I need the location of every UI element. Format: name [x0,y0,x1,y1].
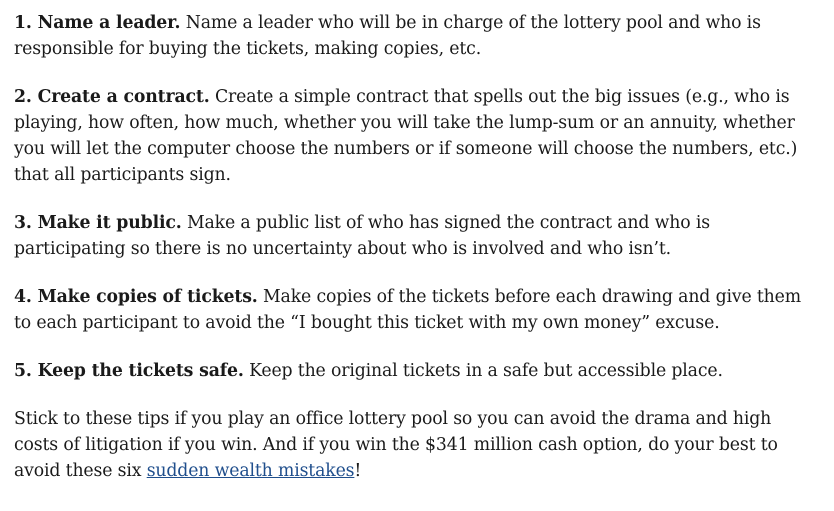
tip-2 [14,84,820,188]
tip-text: Make a public list of who has signed the contract and who is participating so there is no uncertainty about who is involved and who isn’t. [14,213,710,259]
tip-heading: 2. Create a contract. [14,87,210,107]
tip-1 [14,10,820,62]
tip-4 [14,284,820,336]
tip-heading: 1. Name a leader. [14,13,181,33]
closing-paragraph [14,406,820,484]
tip-text: Create a simple contract that spells out the big issues (e.g., who is playing, how often, how much, whether you will take the lump-sum or an annuity, whether you will let the computer choose the numbers or if someone will choose the numbers, etc.) that all participants sign. [14,87,798,185]
tip-heading: 4. Make copies of tickets. [14,287,258,307]
tip-heading: 5. Keep the tickets safe. [14,361,244,381]
tip-text: Make copies of the tickets before each drawing and give them to each participant to avoid the “I bought this ticket with my own money” excuse. [14,287,801,333]
sudden-wealth-mistakes-link[interactable]: sudden wealth mistakes [146,461,355,481]
tip-heading: 3. Make it public. [14,213,182,233]
tip-text: Keep the original tickets in a safe but accessible place. [249,361,723,381]
tip-5 [14,358,820,384]
tip-text: Name a leader who will be in charge of the lottery pool and who is responsible for buying the tickets, making copies, etc. [14,13,761,59]
closing-punctuation: ! [354,461,362,481]
closing-text: Stick to these tips if you play an office lottery pool so you can avoid the drama and high costs of litigation if you win. And if you win the $341 million cash option, do your best to avoid these six [14,409,778,481]
tip-3 [14,210,820,262]
